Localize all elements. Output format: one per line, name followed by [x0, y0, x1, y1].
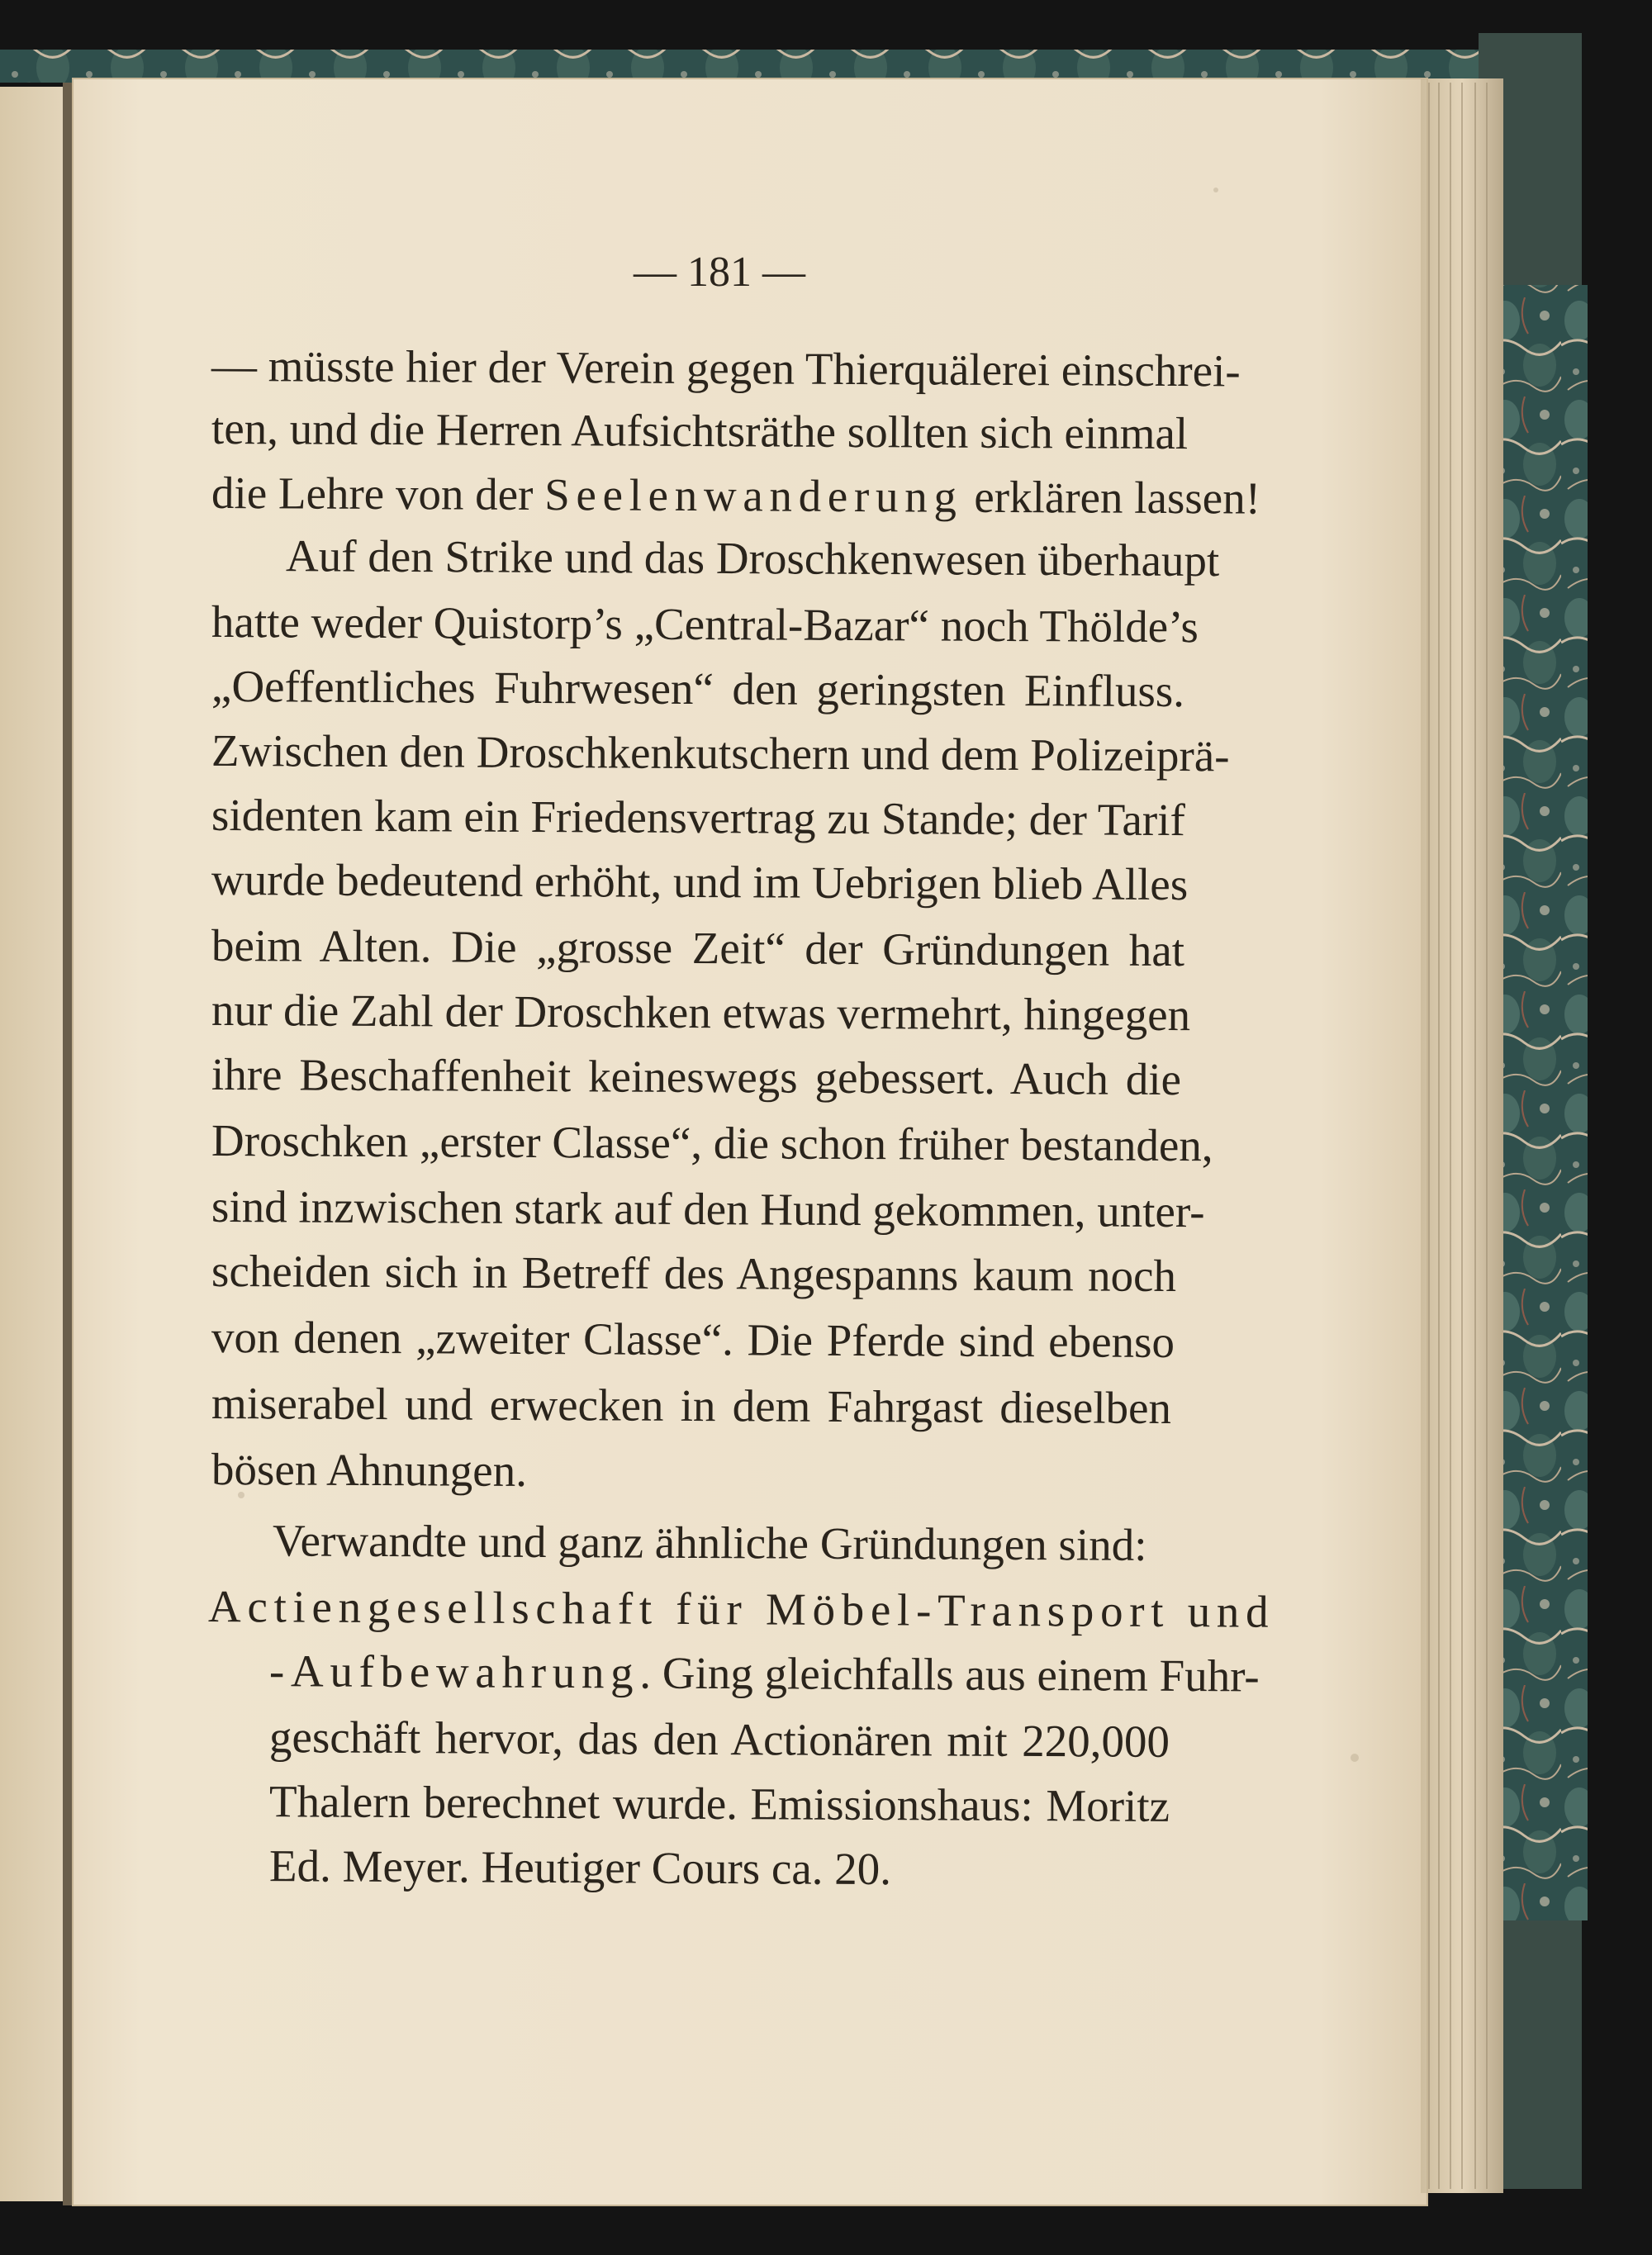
text-line: miserabel und erwecken in dem Fahrgast dieselben	[211, 1377, 1172, 1434]
text-line: sind inzwischen stark auf den Hund gekommen, unter-	[211, 1180, 1205, 1237]
text-line: geschäft hervor, das den Actionären mit 220,000	[268, 1711, 1170, 1767]
text-line: die Lehre von der Seelenwanderung erklären lassen!	[211, 467, 1261, 524]
text-line: Thalern berechnet wurde. Emissionshaus: Moritz	[268, 1776, 1170, 1831]
text-line: Actiengesellschaft für Möbel-Transport und	[207, 1580, 1275, 1637]
text-line: beim Alten. Die „grosse Zeit“ der Gründungen hat	[211, 919, 1185, 976]
text-line: sidenten kam ein Friedensvertrag zu Stande; der Tarif	[211, 789, 1185, 846]
text-line: „Oeffentliches Fuhrwesen“ den geringsten Einfluss.	[211, 660, 1185, 717]
text-line: wurde bedeutend erhöht, und im Uebrigen blieb Alles	[211, 853, 1189, 910]
text-line: Ed. Meyer. Heutiger Cours ca. 20.	[268, 1840, 892, 1895]
text-line: ten, und die Herren Aufsichtsräthe sollten sich einmal	[211, 402, 1189, 459]
text-line: ihre Beschaffenheit keineswegs gebessert. Auch die	[211, 1048, 1182, 1105]
text-line: Zwischen den Droschkenkutschern und dem Polizeiprä-	[211, 724, 1230, 781]
text-line: scheiden sich in Betreff des Angespanns kaum noch	[211, 1245, 1177, 1302]
text-line: — müsste hier der Verein gegen Thierquälerei einschrei-	[211, 339, 1241, 396]
text-line: nur die Zahl der Droschken etwas vermehrt, hingegen	[211, 984, 1191, 1041]
text-line: hatte weder Quistorp’s „Central-Bazar“ noch Thölde’s	[211, 596, 1199, 653]
text-line: Droschken „erster Classe“, die schon früher bestanden,	[211, 1114, 1213, 1171]
text-line: -Aufbewahrung. Ging gleichfalls aus einem Fuhr-	[268, 1645, 1260, 1702]
page-number: — 181 —	[634, 249, 805, 296]
text-line: von denen „zweiter Classe“. Die Pferde sind ebenso	[211, 1311, 1175, 1368]
text-line: Verwandte und ganz ähnliche Gründungen sind:	[272, 1515, 1147, 1570]
text-line: Auf den Strike und das Droschkenwesen überhaupt	[285, 530, 1220, 586]
text-line: bösen Ahnungen.	[211, 1443, 528, 1496]
